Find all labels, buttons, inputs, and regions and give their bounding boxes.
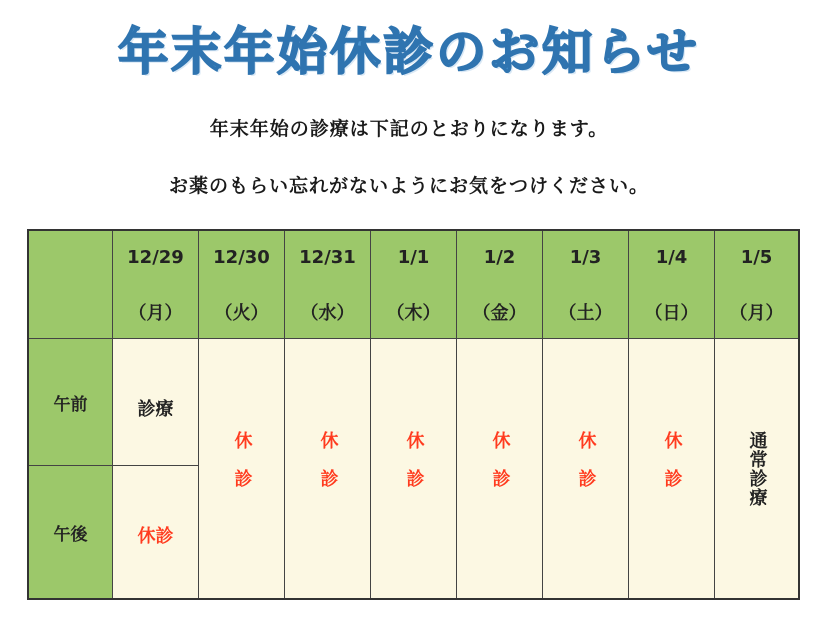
cell-day6: [543, 339, 629, 598]
weekday-label: （木）: [386, 303, 441, 324]
header-day-6: [543, 231, 629, 339]
intro-line-2: お薬のもらい忘れがないようにお気をつけください。: [168, 175, 649, 197]
header-day-1: [113, 231, 199, 339]
date-label: 12/29: [127, 247, 184, 268]
header-day-5: [457, 231, 543, 339]
status-closed: 休診: [661, 430, 683, 507]
status-closed: 休診: [317, 430, 339, 507]
holiday-schedule-table: [27, 229, 800, 600]
date-label: 1/1: [397, 247, 430, 268]
status-closed: 休診: [403, 430, 425, 507]
date-label: 1/3: [569, 247, 602, 268]
weekday-label: （土）: [558, 303, 613, 324]
header-day-4: [371, 231, 457, 339]
date-label: 12/31: [299, 247, 356, 268]
status-closed: 休診: [137, 526, 174, 547]
date-label: 1/4: [655, 247, 688, 268]
status-open: 診療: [137, 399, 174, 420]
status-closed: 休診: [231, 430, 253, 507]
cell-day1-pm: [113, 466, 199, 598]
header-day-3: [285, 231, 371, 339]
cell-day7: [629, 339, 715, 598]
page-title: 年末年始休診のお知らせ: [118, 23, 700, 81]
weekday-label: （水）: [300, 303, 355, 324]
weekday-label: （月）: [729, 303, 784, 324]
row-label-pm: 午後: [53, 524, 88, 545]
date-label: 12/30: [213, 247, 270, 268]
corner-cell: [29, 231, 113, 339]
cell-day2: [199, 339, 285, 598]
cell-day5: [457, 339, 543, 598]
row-header-am: [29, 339, 113, 466]
status-normal: 通常診療: [746, 430, 768, 507]
cell-day8: [715, 339, 798, 598]
row-header-pm: [29, 466, 113, 598]
weekday-label: （日）: [644, 303, 699, 324]
date-label: 1/2: [483, 247, 516, 268]
cell-day4: [371, 339, 457, 598]
date-label: 1/5: [740, 247, 773, 268]
header-day-2: [199, 231, 285, 339]
weekday-label: （金）: [472, 303, 527, 324]
header-day-7: [629, 231, 715, 339]
weekday-label: （火）: [214, 303, 269, 324]
weekday-label: （月）: [128, 303, 183, 324]
row-label-am: 午前: [53, 394, 88, 415]
status-closed: 休診: [575, 430, 597, 507]
header-day-8: [715, 231, 798, 339]
status-closed: 休診: [489, 430, 511, 507]
cell-day1-am: [113, 339, 199, 466]
intro-line-1: 年末年始の診療は下記のとおりになります。: [209, 118, 609, 140]
cell-day3: [285, 339, 371, 598]
